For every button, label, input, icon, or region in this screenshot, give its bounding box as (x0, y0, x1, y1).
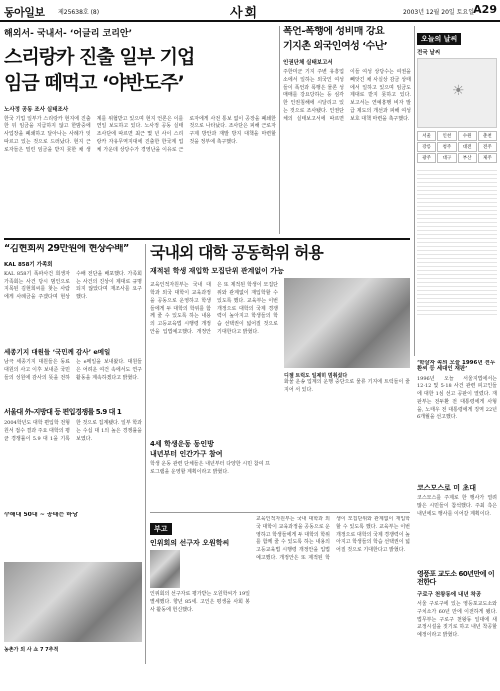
story-seoul2-caption: 농촌가 외 사 쇼 7 7추적 (4, 647, 59, 653)
story-seoul-body: 2004학년도 대학 편입학 전형 원서 접수 결과 주요 대학의 평균 경쟁률이 5.9 대 1을 기록한 것으로 집계됐다. 일부 학과는 수십 대 1의 높은 경쟁률을 보였다. (4, 420, 142, 442)
story-obit (150, 516, 250, 666)
masthead (0, 0, 500, 22)
story-violence-byline: 인권단체 실태보고서 (283, 60, 333, 66)
weather-map (417, 58, 497, 128)
story-kim-body: KAL 858기 폭파사건 희생자 가족회는 사건 당시 범인으로 지목된 김현희씨를 찾는 사람에게 사례금을 주겠다며 현상수배 전단을 배포했다. 가족회는 사건의 진상이 제대로 규명되지 않았다며 재조사를 요구했다. (4, 270, 142, 301)
story-cosmos-headline: 코스모스로 미 초대 (417, 484, 476, 492)
weather-city: 서울 (417, 131, 436, 141)
newspaper-logo: 동아일보 (4, 6, 45, 19)
story-sewol-body: 남극 세종기지 대원들은 동료 대원의 사고 이후 보내준 국민들의 성원에 감사의 뜻을 전하는 e메일을 보내왔다. 대원들은 어려운 여건 속에서도 연구 활동을 계속하겠다고 밝혔다. (4, 359, 142, 381)
story-cosmos-body: 코스모스를 주제로 한 행사가 열려 많은 시민들이 참석했다. 주최 측은 내년에도 행사를 이어갈 계획이다. (417, 495, 497, 517)
obit-box-label: 부고 (150, 523, 172, 535)
section-divider (4, 238, 410, 240)
story-srilanka-headline-1: 스리랑카 진출 일부 기업 (4, 46, 195, 68)
photo-caption-body: 화물 운송 업계의 운행 중단으로 물류 기지에 트럭들이 줄지어 서 있다. (284, 379, 410, 393)
weather-city: 강릉 (417, 142, 436, 152)
news-photo (4, 562, 142, 642)
story-obit-body: 인위회의 선구자로 평가받는 오원학씨가 19일 별세했다. 향년 85세. 고인은 평생을 사회 봉사 활동에 헌신했다. (150, 591, 250, 613)
story-right-headline: ‘학살자 속의 오늘 1996년 전두환씨 등 세대인 재판’ (417, 360, 496, 373)
story-yeong-headline: 영풍포 교도소 60년만에 이전한다 (417, 570, 495, 587)
story-right (417, 360, 497, 480)
story-violence-body: 주한미군 기지 주변 유흥업소에서 일하는 외국인 여성들이 폭언과 폭행은 물론 성매매를 강요당하는 등 심각한 인권침해에 시달리고 있는 것으로 조사됐다. 인권단체의 실태보고서에 따르면 이들 여성 상당수는 여권을 빼앗긴 채 사실상 감금 상태에서 일하고 있으며 임금도 제대로 받지 못하고 있다. 보고서는 연예흥행 비자 발급 제도의 개선과 피해 여성 보호 대책 마련을 촉구했다. (283, 69, 411, 122)
story-cows-headline-1: 4세 학생운동 동인방 (150, 440, 214, 448)
story-cosmos (417, 484, 497, 564)
story-lower-body (256, 516, 410, 666)
weather-table (417, 167, 497, 317)
weather-title: 오늘의 날씨 (417, 33, 461, 45)
story-srilanka-byline: 노사정 공동 조사 실태조사 (4, 106, 69, 113)
story-right-body: 1996년 오늘 서울지법에서는 12·12 및 5·18 사건 관련 피고인들에 대한 1심 선고 공판이 열렸다. 재판부는 전두환 전 대통령에게 사형을, 노태우 전 대통령에게 징역 22년 6개월을 선고했다. (417, 375, 497, 421)
issue-number: 제25638호 (8) (58, 9, 100, 16)
story-degree-subhead: 재적된 학생 재입학 모집단위 관계없이 가능 (150, 267, 284, 276)
story-cows-body: 학생 운동 관련 단체들은 내년부터 다양한 시민 참여 프로그램을 운영할 계획이라고 밝혔다. (150, 461, 270, 475)
story-lower-body-text: 교육인적자원부는 국내 대학과 외국 대학이 교육과정을 공동으로 운영하고 학생들에게 두 대학의 학위를 함께 줄 수 있도록 하는 내용의 고등교육법 시행령 개정안을 입법예고했다. 개정안은 또 제적된 학생이 모집단위와 관계없이 재입학할 수 있도록 했다. 교육부는 이번 개정으로 대학의 국제 경쟁력이 높아지고 학생들의 학습 선택권이 넓어질 것으로 기대한다고 밝혔다. (256, 516, 410, 561)
weather-box (417, 26, 497, 356)
weather-city: 청주 (437, 142, 456, 152)
story-obit-headline: 인위회의 선구자 오원학씨 (150, 539, 230, 547)
story-srilanka-headline-2: 임금 떼먹고 ‘야반도주’ (4, 71, 184, 94)
story-srilanka (4, 26, 276, 234)
story-degree-body: 교육인적자원부는 국내 대학과 외국 대학이 교육과정을 공동으로 운영하고 학생들에게 두 대학의 학위를 함께 줄 수 있도록 하는 내용의 고등교육법 시행령 개정안을 입법예고했다. 개정안은 또 제적된 학생이 모집단위와 관계없이 재입학할 수 있도록 했다. 교육부는 이번 개정으로 대학의 국제 경쟁력이 높아지고 학생들의 학습 선택권이 넓어질 것으로 기대한다고 밝혔다. (150, 282, 278, 335)
story-seoul2-headline: 수해대 50대 ~ 공태는 하당 (4, 512, 78, 518)
story-degree-headline: 국내외 대학 공동학위 허용 (150, 244, 323, 262)
obit-portrait (150, 550, 180, 588)
story-yeong (417, 570, 497, 686)
weather-city: 제주 (478, 153, 497, 163)
story-violence (283, 26, 411, 234)
story-kim-headline: “김현희씨 29만원에 현상수배” (4, 244, 129, 254)
section-divider (150, 512, 410, 513)
story-seoul (4, 408, 142, 508)
story-srilanka-kicker: 해외서- 국내서- ‘어글리 코리안’ (4, 29, 133, 39)
story-violence-headline-1: 폭언-폭행에 성비매 강요 (283, 26, 385, 37)
story-violence-headline-2: 기지촌 외국인여성 ‘수난’ (283, 40, 388, 52)
story-photo-caption (284, 372, 410, 412)
weather-city: 수원 (458, 131, 477, 141)
story-seoul2 (4, 512, 142, 662)
story-yeong-body: 서울 구로구에 있는 영등포교도소와 구치소가 60년 만에 이전하게 됐다. 법무부는 구로구 천왕동 일대에 새 교정시설을 짓기로 하고 내년 착공할 예정이라고 밝혔다. (417, 601, 497, 639)
column-divider (279, 26, 280, 234)
weather-grid (417, 131, 497, 163)
story-yeong-subhead: 구로구 천왕동에 내년 착공 (417, 592, 482, 599)
story-seoul-headline: 서울대 外-지방대 등 편입경쟁률 5.9 대 1 (4, 408, 122, 416)
photo-caption-title: 디젤 트럭도 일제히 멈춰섰다 (284, 373, 348, 379)
weather-city: 대구 (437, 153, 456, 163)
issue-date: 2003년 12월 20일 토요일 (402, 9, 474, 16)
news-photo (284, 278, 410, 368)
sun-icon: ☀ (452, 83, 465, 99)
weather-city: 대전 (458, 142, 477, 152)
weather-city: 춘천 (478, 131, 497, 141)
story-kim-byline: KAL 858기 가족회 (4, 261, 53, 268)
weather-city: 인천 (437, 131, 456, 141)
weather-city: 전주 (478, 142, 497, 152)
weather-city: 광주 (417, 153, 436, 163)
story-kim (4, 244, 142, 404)
story-cows (150, 440, 270, 500)
column-divider (414, 26, 415, 356)
page-number: A29 (473, 3, 497, 16)
story-srilanka-body: 한국 기업 일부가 스리랑카 현지에 진출한 뒤 임금을 지급하지 않고 한밤중에 사업장을 폐쇄하고 달아나는 사례가 잇따르고 있는 것으로 드러났다. 현지 근로자들은 밀린 임금을 받지 못한 채 생계를 위협받고 있으며 현지 언론은 이를 연일 보도하고 있다. 노사정 공동 실태조사단에 따르면 최근 몇 년 사이 스리랑카 자유무역지대에 진출한 한국계 업체 가운데 상당수가 경영난을 이유로 근로자에게 사전 통보 없이 공장을 폐쇄한 것으로 나타났다. 조사단은 피해 근로자 구제 방안과 재발 방지 대책을 마련할 것을 정부에 촉구했다. (4, 115, 276, 153)
story-sewol-headline: 세종기지 대원들 ‘국민께 감사’ e메일 (4, 347, 111, 356)
column-divider (145, 244, 146, 664)
weather-city: 부산 (458, 153, 477, 163)
weather-subtitle: 전국 날씨 (417, 50, 441, 56)
section-title: 사회 (230, 6, 260, 21)
story-cows-headline-2: 내년부터 인간가구 참여 (150, 450, 223, 459)
